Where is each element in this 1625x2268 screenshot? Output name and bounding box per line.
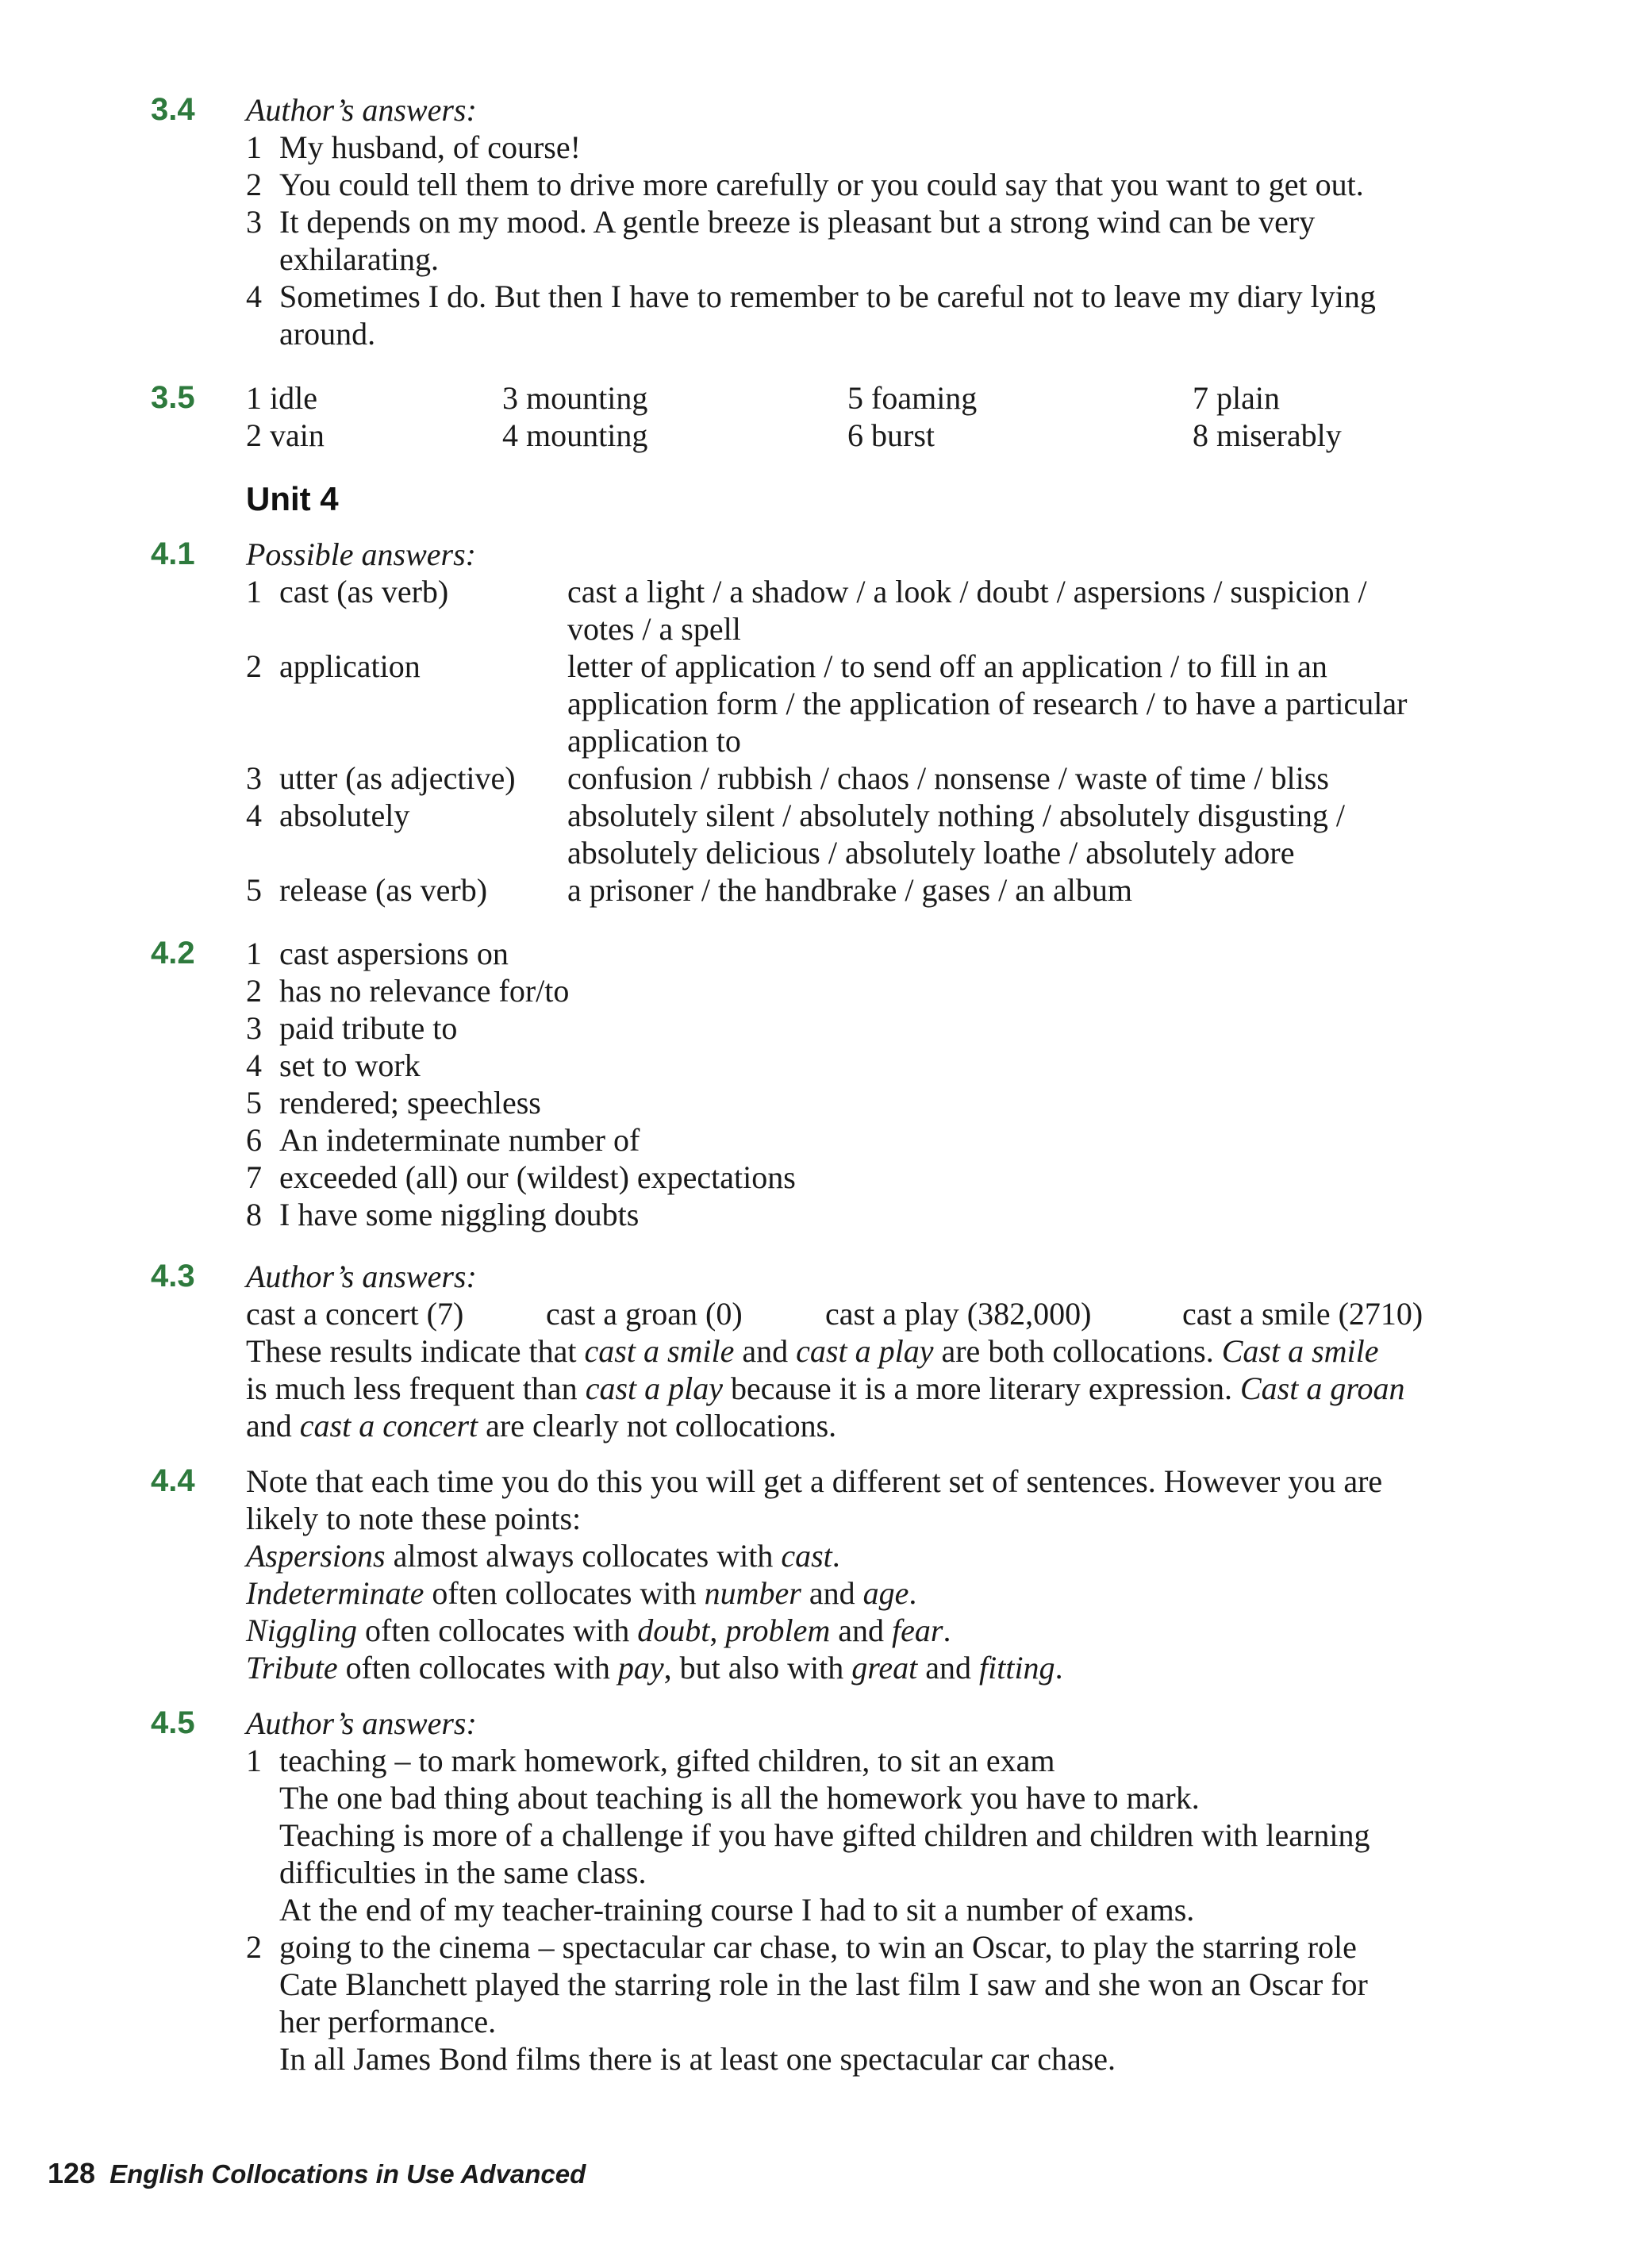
item-text: An indeterminate number of	[279, 1122, 640, 1158]
list-item	[246, 129, 1516, 166]
collocation-term: Cast a smile	[1221, 1333, 1379, 1369]
paragraph-line	[246, 1332, 1516, 1370]
item-text: paid tribute to	[279, 1010, 458, 1046]
item-number: 4	[246, 798, 262, 833]
item-text: You could tell them to drive more carefully or you could say that you want to get out.	[279, 167, 1364, 202]
term-cell: cast (as verb)	[279, 574, 449, 609]
item-number: 6	[847, 417, 863, 453]
item-number: 1	[246, 574, 262, 609]
list-item	[502, 417, 647, 454]
item-number: 4	[246, 1048, 262, 1083]
item-text: In all James Bond films there is at least one spectacular car chase.	[279, 2041, 1116, 2077]
collocation-term: Tribute	[246, 1650, 338, 1686]
collocation-term: cast a smile	[584, 1333, 735, 1369]
item-text: her performance.	[279, 2004, 497, 2039]
term-cell: application	[279, 648, 421, 684]
paragraph-line	[246, 1370, 1516, 1407]
item-number: 1	[246, 380, 262, 416]
item-text: burst	[871, 417, 935, 453]
item-number: 4	[246, 279, 262, 314]
list-item	[1193, 417, 1342, 454]
list-item-continued	[246, 1966, 1516, 2003]
collocations-cell: absolutely delicious / absolutely loathe / absolutely adore	[567, 835, 1295, 871]
item-number: 2	[246, 417, 262, 453]
list-item	[246, 1009, 1516, 1047]
table-row-continued	[246, 834, 1595, 871]
search-results-row	[246, 1295, 1516, 1332]
item-text: exceeded (all) our (wildest) expectations	[279, 1159, 796, 1195]
item-text: plain	[1216, 380, 1280, 416]
table-row-continued	[246, 610, 1595, 648]
item-text: mounting	[526, 380, 648, 416]
text: and	[830, 1613, 892, 1648]
text: .	[909, 1575, 917, 1611]
item-number: 1	[246, 1743, 262, 1778]
list-item	[847, 379, 977, 417]
section-number: 4.4	[151, 1463, 195, 1498]
item-number: 3	[502, 380, 518, 416]
list-item	[246, 379, 317, 417]
text: , but also with	[663, 1650, 852, 1686]
unit-title: Unit 4	[246, 480, 339, 517]
list-item-continued	[246, 1779, 1516, 1816]
text: .	[943, 1613, 951, 1648]
item-number: 7	[246, 1159, 262, 1195]
list-item	[246, 1084, 1516, 1121]
text: often collocates with	[357, 1613, 638, 1648]
item-text: has no relevance for/to	[279, 973, 570, 1009]
table-row-continued	[246, 685, 1595, 722]
collocations-cell: confusion / rubbish / chaos / nonsense / waste of time / bliss	[567, 760, 1329, 796]
section-heading: Possible answers:	[246, 536, 476, 572]
collocation-table	[246, 573, 1595, 909]
section-heading: Author’s answers:	[246, 92, 477, 128]
item-text: vain	[270, 417, 325, 453]
section-heading: Author’s answers:	[246, 1259, 477, 1294]
collocation-term: pay	[617, 1650, 664, 1686]
book-title: English Collocations in Use Advanced	[109, 2159, 586, 2189]
item-text: Cate Blanchett played the starring role in the last film I saw and she won an Oscar for	[279, 1966, 1368, 2002]
list-item	[246, 1121, 1516, 1159]
term-cell: absolutely	[279, 798, 410, 833]
item-text: foaming	[871, 380, 978, 416]
section-number: 4.2	[151, 936, 195, 971]
section-number: 4.3	[151, 1259, 195, 1294]
paragraph-line	[246, 1612, 1516, 1649]
item-text: cast aspersions on	[279, 936, 509, 971]
collocations-cell: a prisoner / the handbrake / gases / an album	[567, 872, 1132, 908]
collocations-cell: cast a light / a shadow / a look / doubt / aspersions / suspicion /	[567, 574, 1367, 609]
list-item	[847, 417, 935, 454]
result-item: cast a play (382,000)	[825, 1296, 1092, 1332]
item-text: idle	[270, 380, 317, 416]
text: almost always collocates with	[385, 1538, 782, 1574]
item-number: 4	[502, 417, 518, 453]
collocation-term: great	[851, 1650, 918, 1686]
term-cell: release (as verb)	[279, 872, 488, 908]
term-cell: utter (as adjective)	[279, 760, 516, 796]
list-item	[246, 166, 1516, 203]
item-text: mounting	[526, 417, 648, 453]
item-number: 2	[246, 648, 262, 684]
item-number: 3	[246, 1010, 262, 1046]
text: These results indicate that	[246, 1333, 585, 1369]
list-item-continued	[246, 240, 1516, 278]
table-row	[246, 871, 1595, 909]
section-heading: Author’s answers:	[246, 1705, 477, 1741]
list-item	[246, 417, 325, 454]
item-number: 5	[246, 1085, 262, 1121]
item-text: I have some niggling doubts	[279, 1197, 640, 1232]
collocation-term: Aspersions	[246, 1538, 386, 1574]
collocation-term: Indeterminate	[246, 1575, 424, 1611]
collocations-cell: votes / a spell	[567, 611, 741, 647]
text: are clearly not collocations.	[478, 1408, 837, 1443]
item-number: 5	[246, 872, 262, 908]
collocation-term: Cast a groan	[1240, 1370, 1405, 1406]
text: ,	[709, 1613, 726, 1648]
text: often collocates with	[424, 1575, 705, 1611]
text: and	[734, 1333, 797, 1369]
list-item	[246, 278, 1516, 315]
list-item	[1193, 379, 1280, 417]
list-item	[246, 203, 1516, 240]
collocation-term: fear	[892, 1613, 943, 1648]
paragraph-line	[246, 1649, 1516, 1686]
item-text: miserably	[1216, 417, 1342, 453]
list-item	[246, 1928, 1516, 1966]
item-number: 3	[246, 760, 262, 796]
page-number: 128	[48, 2157, 96, 2189]
collocation-term: cast a play	[796, 1333, 934, 1369]
list-item	[502, 379, 647, 417]
result-item: cast a concert (7)	[246, 1296, 464, 1332]
item-number: 7	[1193, 380, 1208, 416]
collocation-term: age	[862, 1575, 909, 1611]
item-text: My husband, of course!	[279, 129, 581, 165]
collocation-term: doubt	[637, 1613, 710, 1648]
collocation-term: problem	[725, 1613, 831, 1648]
section-number: 4.5	[151, 1705, 195, 1740]
item-text: Sometimes I do. But then I have to remember to be careful not to leave my diary lying	[279, 279, 1376, 314]
text: is much less frequent than	[246, 1370, 586, 1406]
list-item-continued	[246, 2003, 1516, 2040]
section-number: 4.1	[151, 536, 195, 571]
result-item: cast a groan (0)	[546, 1296, 743, 1332]
section-number: 3.5	[151, 380, 195, 415]
collocations-cell: application form / the application of research / to have a particular	[567, 686, 1408, 721]
item-text: teaching – to mark homework, gifted children, to sit an exam	[279, 1743, 1055, 1778]
item-text: exhilarating.	[279, 241, 440, 277]
table-row-continued	[246, 722, 1595, 759]
text: are both collocations.	[933, 1333, 1222, 1369]
item-text: around.	[279, 316, 376, 352]
item-number: 1	[246, 936, 262, 971]
list-item-continued	[246, 1816, 1516, 1854]
text: and	[917, 1650, 979, 1686]
list-item	[246, 972, 1516, 1009]
list-item-continued	[246, 1891, 1516, 1928]
collocation-term: Niggling	[246, 1613, 358, 1648]
paragraph-line	[246, 1574, 1516, 1612]
section-number: 3.4	[151, 92, 195, 127]
list-item	[246, 1047, 1516, 1084]
item-number: 6	[246, 1122, 262, 1158]
table-row	[246, 648, 1595, 685]
item-text: going to the cinema – spectacular car chase, to win an Oscar, to play the starring role	[279, 1929, 1357, 1965]
text: .	[832, 1538, 840, 1574]
text: and	[246, 1408, 300, 1443]
paragraph-line: Note that each time you do this you will get a different set of sentences. However you are	[246, 1463, 1383, 1499]
collocations-cell: application to	[567, 723, 741, 759]
item-number: 3	[246, 204, 262, 240]
collocation-term: cast a concert	[299, 1408, 478, 1443]
list-item	[246, 1742, 1516, 1779]
text: and	[801, 1575, 863, 1611]
collocations-cell: absolutely silent / absolutely nothing / absolutely disgusting /	[567, 798, 1345, 833]
list-item	[246, 935, 1516, 972]
item-number: 2	[246, 973, 262, 1009]
list-item-continued	[246, 2040, 1516, 2078]
list-item-continued	[246, 315, 1516, 352]
item-number: 1	[246, 129, 262, 165]
collocation-term: cast	[781, 1538, 832, 1574]
page-footer	[48, 2155, 586, 2193]
item-text: set to work	[279, 1048, 421, 1083]
item-text: At the end of my teacher-training course I had to sit a number of exams.	[279, 1892, 1195, 1928]
list-item	[246, 1159, 1516, 1196]
text: often collocates with	[337, 1650, 618, 1686]
item-text: difficulties in the same class.	[279, 1855, 647, 1890]
result-item: cast a smile (2710)	[1182, 1296, 1423, 1332]
collocation-term: cast a play	[585, 1370, 723, 1406]
table-row	[246, 797, 1595, 834]
paragraph-line: likely to note these points:	[246, 1501, 582, 1536]
item-text: Teaching is more of a challenge if you have gifted children and children with learning	[279, 1817, 1370, 1853]
item-text: The one bad thing about teaching is all the homework you have to mark.	[279, 1780, 1200, 1816]
list-item	[246, 1196, 1516, 1233]
item-number: 8	[246, 1197, 262, 1232]
text: .	[1055, 1650, 1063, 1686]
text: because it is a more literary expression.	[723, 1370, 1240, 1406]
item-number: 8	[1193, 417, 1208, 453]
section-3-5	[0, 379, 1625, 459]
table-row	[246, 573, 1595, 610]
collocations-cell: letter of application / to send off an application / to fill in an	[567, 648, 1327, 684]
item-number: 2	[246, 1929, 262, 1965]
list-item-continued	[246, 1854, 1516, 1891]
paragraph-line	[246, 1537, 1516, 1574]
table-row	[246, 759, 1595, 797]
paragraph-line	[246, 1407, 1516, 1444]
item-text: rendered; speechless	[279, 1085, 541, 1121]
collocation-term: fitting	[978, 1650, 1055, 1686]
item-text: It depends on my mood. A gentle breeze is pleasant but a strong wind can be very	[279, 204, 1316, 240]
item-number: 5	[847, 380, 863, 416]
item-number: 2	[246, 167, 262, 202]
collocation-term: number	[704, 1575, 801, 1611]
